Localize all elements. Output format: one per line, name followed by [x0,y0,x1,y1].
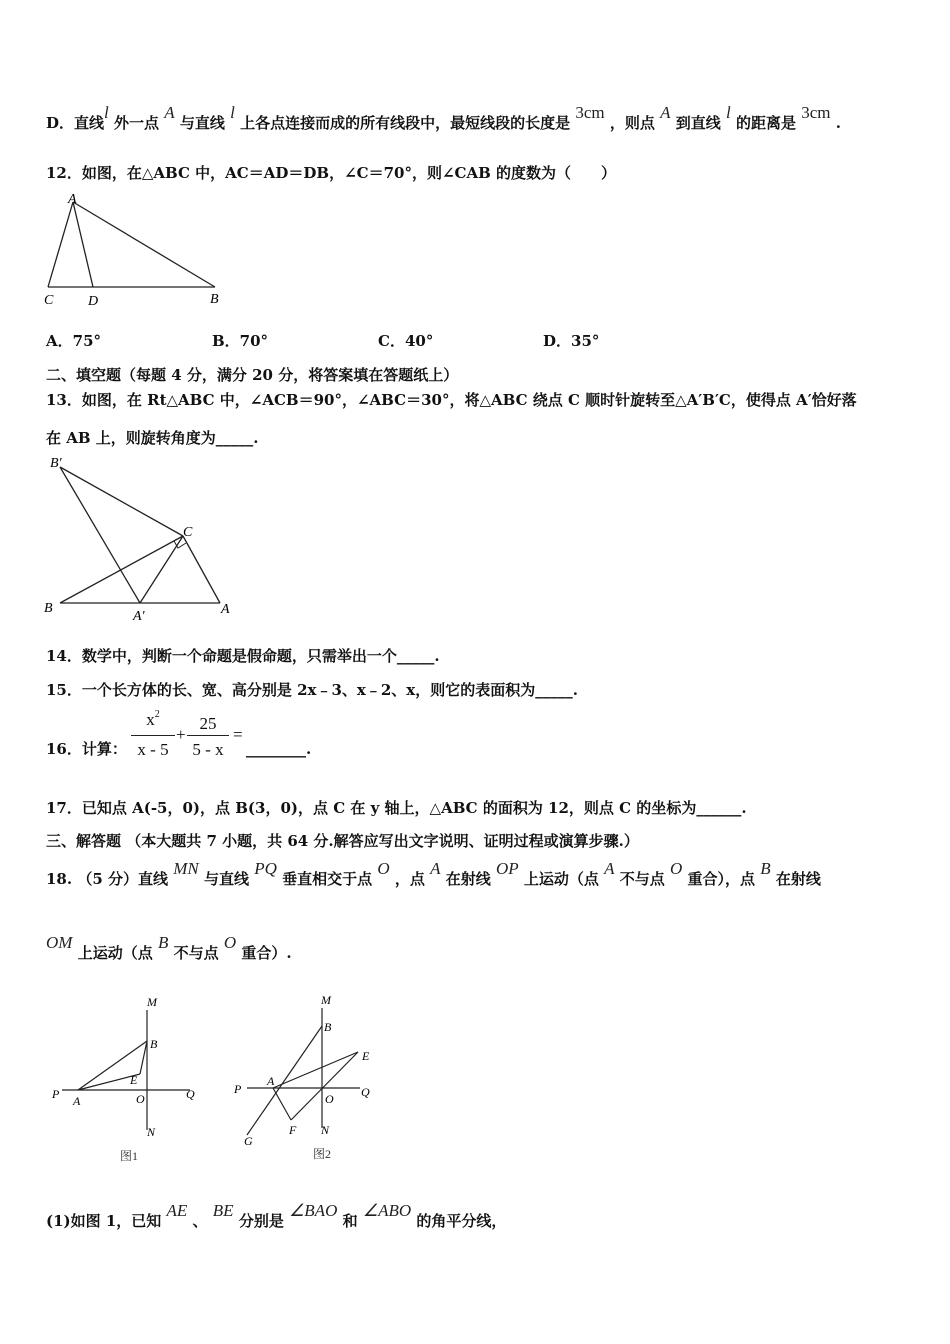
q16-numerator-2: 25 [199,714,217,733]
label-E: E [362,1049,370,1063]
section-2-heading: 二、填空题（每题 4 分，满分 20 分，将答案填在答题纸上） [46,366,459,384]
q16-blank: ________. [246,740,312,758]
q18-line-1: 18. （5 分）直线 MN 与直线 PQ 垂直相交于点 O ，点 A 在射线 OP 上运动（点 A 不与点 O 重合），点 B 在射线 [46,859,821,888]
label-P: P [234,1082,242,1096]
label-B: B [44,601,53,616]
segment-AF [273,1088,291,1120]
section-3-heading: 三、解答题 （本大题共 7 小题，共 64 分.解答应写出文字说明、证明过程或演算步骤.） [46,832,639,850]
q18-figure-1 [40,990,210,1165]
q12-stem: 12．如图，在△ABC 中，AC＝AD＝DB，∠C＝70°，则∠CAB 的度数为（ ） [46,164,617,182]
q16-plus: + [176,725,186,744]
q18-sub-1: (1)如图 1，已知 AE 、 BE 分别是 ∠BAO 和 ∠ABO 的角平分线， [46,1201,507,1230]
q16-denominator-1: x - 5 [137,740,169,759]
line-GB [247,1026,322,1135]
q11-option-d: D．直线l 外一点 A 与直线 l 上各点连接而成的所有线段中，最短线段的长度是 3cm ，则点 A 到直线 l 的距离是 3cm . [46,103,841,132]
label-Q: Q [186,1087,195,1101]
q12-option-b: B．70° [212,332,269,350]
label-B: B [150,1037,158,1051]
q16-prefix: 16．计算： [46,740,127,758]
q16-denominator-2: 5 - x [192,740,224,759]
q12-figure [40,190,230,310]
segment-FE [291,1052,358,1120]
segment-AB [73,202,215,287]
label-N: N [147,1125,156,1139]
label-D: D [88,294,99,309]
label-O: O [325,1092,334,1106]
q16-fraction-bar-1 [131,735,175,736]
q12-option-a: A．75° [46,332,102,350]
label-A-prime: A′ [133,609,145,624]
q15: 15．一个长方体的长、宽、高分别是 2x﹣3、x﹣2、x，则它的表面积为_____. [46,681,578,699]
q18-line-2: OM 上运动（点 B 不与点 O 重合）. [46,933,292,962]
figure-1-caption: 图1 [120,1149,139,1163]
figure-2-caption: 图2 [313,1147,332,1161]
label-B-prime: B′ [50,456,62,471]
label-M: M [321,993,331,1007]
label-F: F [289,1123,297,1137]
label-E: E [130,1073,138,1087]
label-C: C [44,293,54,308]
segment-CA [183,536,220,603]
segment-BC [60,536,183,603]
q13-line-1: 13．如图，在 Rt△ABC 中，∠ACB＝90°，∠ABC＝30°，将△ABC 绕点 C 顺时针旋转至△A′B′C，使得点 A′恰好落 [46,391,857,409]
segment-B'A' [60,467,140,603]
label-A: A [68,192,77,207]
label-Q: Q [361,1085,370,1099]
label-G: G [244,1134,253,1148]
label-P: P [52,1087,60,1101]
q17: 17．已知点 A(-5，0)，点 B(3，0)，点 C 在 y 轴上，△ABC 的面积为 12，则点 C 的坐标为______. [46,799,747,817]
q18-figure-2 [225,988,395,1168]
segment-AD [73,202,93,287]
label-O: O [136,1092,145,1106]
q16-numerator-1: $x^2$ [146,709,160,729]
q16-equals: = [233,725,243,744]
segment-AC [48,202,73,287]
segment-AE [273,1052,358,1088]
label-A: A [73,1094,81,1108]
q14: 14．数学中，判断一个命题是假命题，只需举出一个_____. [46,647,440,665]
segment-B'C [60,467,183,536]
label-A: A [221,602,230,617]
q13-line-2: 在 AB 上，则旋转角度为_____. [46,429,259,447]
q12-option-d: D．35° [543,332,600,350]
label-B: B [324,1020,332,1034]
label-M: M [147,995,157,1009]
label-N: N [321,1123,330,1137]
label-B: B [210,292,219,307]
q16-fraction-bar-2 [187,735,229,736]
label-C: C [183,525,193,540]
q13-figure [40,450,240,625]
q12-option-c: C．40° [378,332,434,350]
label-A: A [267,1074,275,1088]
